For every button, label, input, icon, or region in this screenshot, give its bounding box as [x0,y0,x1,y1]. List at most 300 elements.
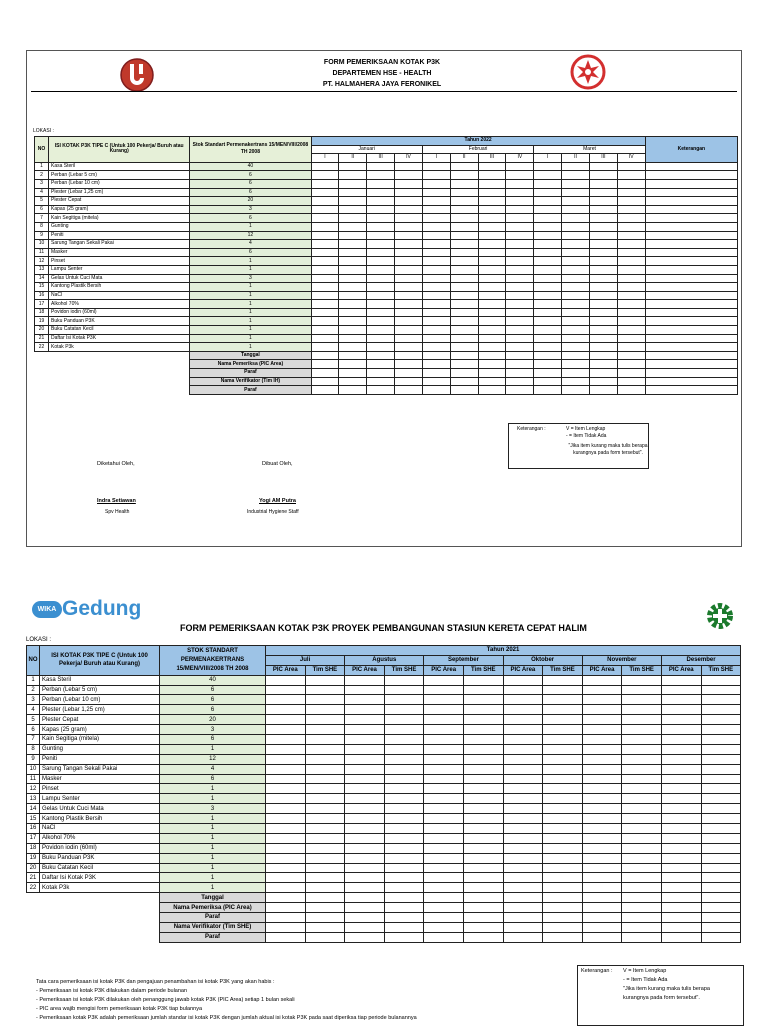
check-cell[interactable] [617,360,645,369]
check-cell[interactable] [424,883,464,893]
check-cell[interactable] [622,833,662,843]
check-cell[interactable] [367,179,395,188]
check-cell[interactable] [424,863,464,873]
check-cell[interactable] [503,843,543,853]
check-cell[interactable] [305,833,345,843]
check-cell[interactable] [384,913,424,923]
check-cell[interactable] [305,725,345,735]
check-cell[interactable] [305,843,345,853]
check-cell[interactable] [367,265,395,274]
check-cell[interactable] [661,725,701,735]
check-cell[interactable] [384,853,424,863]
check-cell[interactable] [463,735,503,745]
check-cell[interactable] [701,784,741,794]
check-cell[interactable] [450,222,478,231]
keterangan-cell[interactable] [645,162,737,171]
check-cell[interactable] [384,735,424,745]
check-cell[interactable] [339,283,367,292]
check-cell[interactable] [478,291,506,300]
check-cell[interactable] [661,814,701,824]
check-cell[interactable] [305,735,345,745]
check-cell[interactable] [506,171,534,180]
check-cell[interactable] [463,903,503,913]
keterangan-cell[interactable] [645,257,737,266]
check-cell[interactable] [305,883,345,893]
check-cell[interactable] [384,705,424,715]
check-cell[interactable] [266,774,306,784]
keterangan-cell[interactable] [645,222,737,231]
check-cell[interactable] [424,824,464,834]
check-cell[interactable] [266,863,306,873]
check-cell[interactable] [422,214,450,223]
check-cell[interactable] [622,784,662,794]
check-cell[interactable] [450,162,478,171]
check-cell[interactable] [450,351,478,360]
check-cell[interactable] [345,725,385,735]
check-cell[interactable] [534,300,562,309]
check-cell[interactable] [384,804,424,814]
check-cell[interactable] [617,205,645,214]
check-cell[interactable] [395,334,423,343]
check-cell[interactable] [582,824,622,834]
check-cell[interactable] [367,283,395,292]
check-cell[interactable] [506,188,534,197]
check-cell[interactable] [395,308,423,317]
check-cell[interactable] [450,214,478,223]
check-cell[interactable] [589,205,617,214]
check-cell[interactable] [622,873,662,883]
check-cell[interactable] [384,774,424,784]
check-cell[interactable] [339,179,367,188]
check-cell[interactable] [582,685,622,695]
check-cell[interactable] [311,222,339,231]
check-cell[interactable] [701,883,741,893]
check-cell[interactable] [503,922,543,932]
check-cell[interactable] [478,240,506,249]
check-cell[interactable] [305,863,345,873]
check-cell[interactable] [478,308,506,317]
check-cell[interactable] [463,715,503,725]
check-cell[interactable] [478,231,506,240]
check-cell[interactable] [367,214,395,223]
check-cell[interactable] [463,883,503,893]
check-cell[interactable] [450,274,478,283]
check-cell[interactable] [339,197,367,206]
check-cell[interactable] [424,794,464,804]
check-cell[interactable] [311,343,339,352]
check-cell[interactable] [395,205,423,214]
check-cell[interactable] [311,162,339,171]
check-cell[interactable] [339,265,367,274]
check-cell[interactable] [562,257,590,266]
check-cell[interactable] [506,248,534,257]
check-cell[interactable] [463,814,503,824]
check-cell[interactable] [422,283,450,292]
check-cell[interactable] [339,326,367,335]
keterangan-cell[interactable] [645,205,737,214]
check-cell[interactable] [534,205,562,214]
check-cell[interactable] [450,197,478,206]
check-cell[interactable] [582,744,622,754]
check-cell[interactable] [661,685,701,695]
check-cell[interactable] [503,735,543,745]
check-cell[interactable] [582,764,622,774]
check-cell[interactable] [506,360,534,369]
check-cell[interactable] [311,377,339,386]
check-cell[interactable] [339,214,367,223]
check-cell[interactable] [661,903,701,913]
check-cell[interactable] [478,205,506,214]
check-cell[interactable] [367,369,395,378]
check-cell[interactable] [562,274,590,283]
check-cell[interactable] [339,171,367,180]
check-cell[interactable] [266,833,306,843]
check-cell[interactable] [582,883,622,893]
check-cell[interactable] [422,300,450,309]
check-cell[interactable] [345,913,385,923]
check-cell[interactable] [345,843,385,853]
check-cell[interactable] [384,824,424,834]
check-cell[interactable] [506,179,534,188]
check-cell[interactable] [589,360,617,369]
check-cell[interactable] [422,343,450,352]
check-cell[interactable] [266,913,306,923]
check-cell[interactable] [661,744,701,754]
check-cell[interactable] [478,377,506,386]
check-cell[interactable] [266,824,306,834]
check-cell[interactable] [424,814,464,824]
check-cell[interactable] [339,343,367,352]
check-cell[interactable] [422,231,450,240]
check-cell[interactable] [345,833,385,843]
check-cell[interactable] [503,932,543,942]
check-cell[interactable] [450,205,478,214]
check-cell[interactable] [701,843,741,853]
keterangan-cell[interactable] [645,240,737,249]
check-cell[interactable] [463,893,503,903]
check-cell[interactable] [589,291,617,300]
check-cell[interactable] [543,744,583,754]
check-cell[interactable] [661,705,701,715]
check-cell[interactable] [367,257,395,266]
check-cell[interactable] [367,205,395,214]
check-cell[interactable] [339,222,367,231]
check-cell[interactable] [424,695,464,705]
check-cell[interactable] [506,162,534,171]
check-cell[interactable] [424,754,464,764]
check-cell[interactable] [478,326,506,335]
check-cell[interactable] [622,903,662,913]
check-cell[interactable] [582,794,622,804]
check-cell[interactable] [424,685,464,695]
check-cell[interactable] [534,360,562,369]
check-cell[interactable] [701,814,741,824]
check-cell[interactable] [622,725,662,735]
check-cell[interactable] [506,369,534,378]
keterangan-cell[interactable] [645,308,737,317]
check-cell[interactable] [661,794,701,804]
check-cell[interactable] [450,283,478,292]
check-cell[interactable] [424,922,464,932]
check-cell[interactable] [503,725,543,735]
check-cell[interactable] [534,283,562,292]
check-cell[interactable] [463,913,503,923]
check-cell[interactable] [422,360,450,369]
check-cell[interactable] [562,179,590,188]
check-cell[interactable] [311,300,339,309]
check-cell[interactable] [345,903,385,913]
check-cell[interactable] [622,814,662,824]
check-cell[interactable] [478,334,506,343]
check-cell[interactable] [395,214,423,223]
check-cell[interactable] [424,725,464,735]
check-cell[interactable] [345,794,385,804]
check-cell[interactable] [450,179,478,188]
keterangan-cell[interactable] [645,179,737,188]
check-cell[interactable] [478,188,506,197]
check-cell[interactable] [562,360,590,369]
check-cell[interactable] [311,248,339,257]
check-cell[interactable] [345,853,385,863]
check-cell[interactable] [661,863,701,873]
check-cell[interactable] [562,265,590,274]
check-cell[interactable] [622,913,662,923]
check-cell[interactable] [345,774,385,784]
check-cell[interactable] [450,369,478,378]
check-cell[interactable] [311,308,339,317]
check-cell[interactable] [701,774,741,784]
check-cell[interactable] [384,754,424,764]
check-cell[interactable] [506,257,534,266]
check-cell[interactable] [395,343,423,352]
check-cell[interactable] [617,326,645,335]
check-cell[interactable] [463,794,503,804]
check-cell[interactable] [506,300,534,309]
check-cell[interactable] [311,360,339,369]
check-cell[interactable] [463,725,503,735]
check-cell[interactable] [345,883,385,893]
check-cell[interactable] [311,179,339,188]
check-cell[interactable] [305,754,345,764]
check-cell[interactable] [503,784,543,794]
check-cell[interactable] [266,873,306,883]
check-cell[interactable] [701,735,741,745]
check-cell[interactable] [701,675,741,685]
check-cell[interactable] [305,705,345,715]
check-cell[interactable] [589,197,617,206]
check-cell[interactable] [395,386,423,395]
check-cell[interactable] [424,705,464,715]
check-cell[interactable] [582,922,622,932]
check-cell[interactable] [384,903,424,913]
check-cell[interactable] [617,291,645,300]
check-cell[interactable] [534,197,562,206]
check-cell[interactable] [345,675,385,685]
check-cell[interactable] [582,873,622,883]
check-cell[interactable] [582,754,622,764]
check-cell[interactable] [562,334,590,343]
check-cell[interactable] [305,764,345,774]
check-cell[interactable] [622,843,662,853]
check-cell[interactable] [534,162,562,171]
check-cell[interactable] [534,326,562,335]
check-cell[interactable] [384,784,424,794]
check-cell[interactable] [311,369,339,378]
check-cell[interactable] [582,843,622,853]
check-cell[interactable] [478,171,506,180]
check-cell[interactable] [617,240,645,249]
check-cell[interactable] [534,222,562,231]
check-cell[interactable] [311,274,339,283]
check-cell[interactable] [450,326,478,335]
check-cell[interactable] [622,754,662,764]
check-cell[interactable] [450,317,478,326]
check-cell[interactable] [266,735,306,745]
check-cell[interactable] [582,863,622,873]
check-cell[interactable] [311,317,339,326]
check-cell[interactable] [424,784,464,794]
check-cell[interactable] [463,784,503,794]
check-cell[interactable] [661,932,701,942]
check-cell[interactable] [562,214,590,223]
check-cell[interactable] [367,231,395,240]
check-cell[interactable] [661,715,701,725]
check-cell[interactable] [589,326,617,335]
check-cell[interactable] [582,774,622,784]
check-cell[interactable] [311,205,339,214]
check-cell[interactable] [463,932,503,942]
check-cell[interactable] [345,715,385,725]
check-cell[interactable] [503,774,543,784]
check-cell[interactable] [305,784,345,794]
check-cell[interactable] [506,291,534,300]
check-cell[interactable] [562,240,590,249]
check-cell[interactable] [305,903,345,913]
check-cell[interactable] [422,188,450,197]
check-cell[interactable] [503,804,543,814]
check-cell[interactable] [589,308,617,317]
check-cell[interactable] [589,283,617,292]
check-cell[interactable] [503,814,543,824]
check-cell[interactable] [395,274,423,283]
check-cell[interactable] [622,922,662,932]
check-cell[interactable] [661,675,701,685]
check-cell[interactable] [543,784,583,794]
check-cell[interactable] [478,179,506,188]
check-cell[interactable] [562,188,590,197]
check-cell[interactable] [478,222,506,231]
check-cell[interactable] [450,171,478,180]
check-cell[interactable] [503,853,543,863]
check-cell[interactable] [305,824,345,834]
check-cell[interactable] [424,744,464,754]
check-cell[interactable] [589,179,617,188]
check-cell[interactable] [617,343,645,352]
check-cell[interactable] [345,932,385,942]
check-cell[interactable] [589,222,617,231]
check-cell[interactable] [395,360,423,369]
check-cell[interactable] [534,317,562,326]
check-cell[interactable] [503,893,543,903]
check-cell[interactable] [589,300,617,309]
check-cell[interactable] [339,308,367,317]
check-cell[interactable] [589,386,617,395]
check-cell[interactable] [266,715,306,725]
check-cell[interactable] [701,685,741,695]
check-cell[interactable] [395,197,423,206]
check-cell[interactable] [422,334,450,343]
check-cell[interactable] [701,922,741,932]
check-cell[interactable] [562,222,590,231]
check-cell[interactable] [661,873,701,883]
check-cell[interactable] [622,685,662,695]
check-cell[interactable] [424,833,464,843]
check-cell[interactable] [339,188,367,197]
check-cell[interactable] [582,853,622,863]
check-cell[interactable] [266,922,306,932]
check-cell[interactable] [367,343,395,352]
keterangan-cell[interactable] [645,265,737,274]
check-cell[interactable] [661,735,701,745]
check-cell[interactable] [395,377,423,386]
check-cell[interactable] [503,903,543,913]
check-cell[interactable] [543,675,583,685]
check-cell[interactable] [503,705,543,715]
check-cell[interactable] [503,675,543,685]
check-cell[interactable] [266,883,306,893]
check-cell[interactable] [661,754,701,764]
check-cell[interactable] [384,685,424,695]
check-cell[interactable] [589,248,617,257]
check-cell[interactable] [543,794,583,804]
check-cell[interactable] [562,248,590,257]
check-cell[interactable] [463,824,503,834]
check-cell[interactable] [543,893,583,903]
check-cell[interactable] [395,317,423,326]
check-cell[interactable] [534,248,562,257]
check-cell[interactable] [589,377,617,386]
check-cell[interactable] [450,360,478,369]
check-cell[interactable] [622,883,662,893]
check-cell[interactable] [311,240,339,249]
check-cell[interactable] [503,695,543,705]
check-cell[interactable] [589,369,617,378]
check-cell[interactable] [345,863,385,873]
check-cell[interactable] [266,685,306,695]
check-cell[interactable] [266,695,306,705]
check-cell[interactable] [422,248,450,257]
check-cell[interactable] [562,386,590,395]
check-cell[interactable] [345,784,385,794]
check-cell[interactable] [367,317,395,326]
check-cell[interactable] [589,257,617,266]
check-cell[interactable] [424,675,464,685]
check-cell[interactable] [622,774,662,784]
check-cell[interactable] [424,764,464,774]
check-cell[interactable] [543,685,583,695]
check-cell[interactable] [384,833,424,843]
keterangan-cell[interactable] [645,377,737,386]
check-cell[interactable] [589,188,617,197]
check-cell[interactable] [543,873,583,883]
check-cell[interactable] [701,764,741,774]
check-cell[interactable] [422,308,450,317]
check-cell[interactable] [503,744,543,754]
check-cell[interactable] [305,913,345,923]
check-cell[interactable] [367,162,395,171]
check-cell[interactable] [661,784,701,794]
check-cell[interactable] [450,291,478,300]
